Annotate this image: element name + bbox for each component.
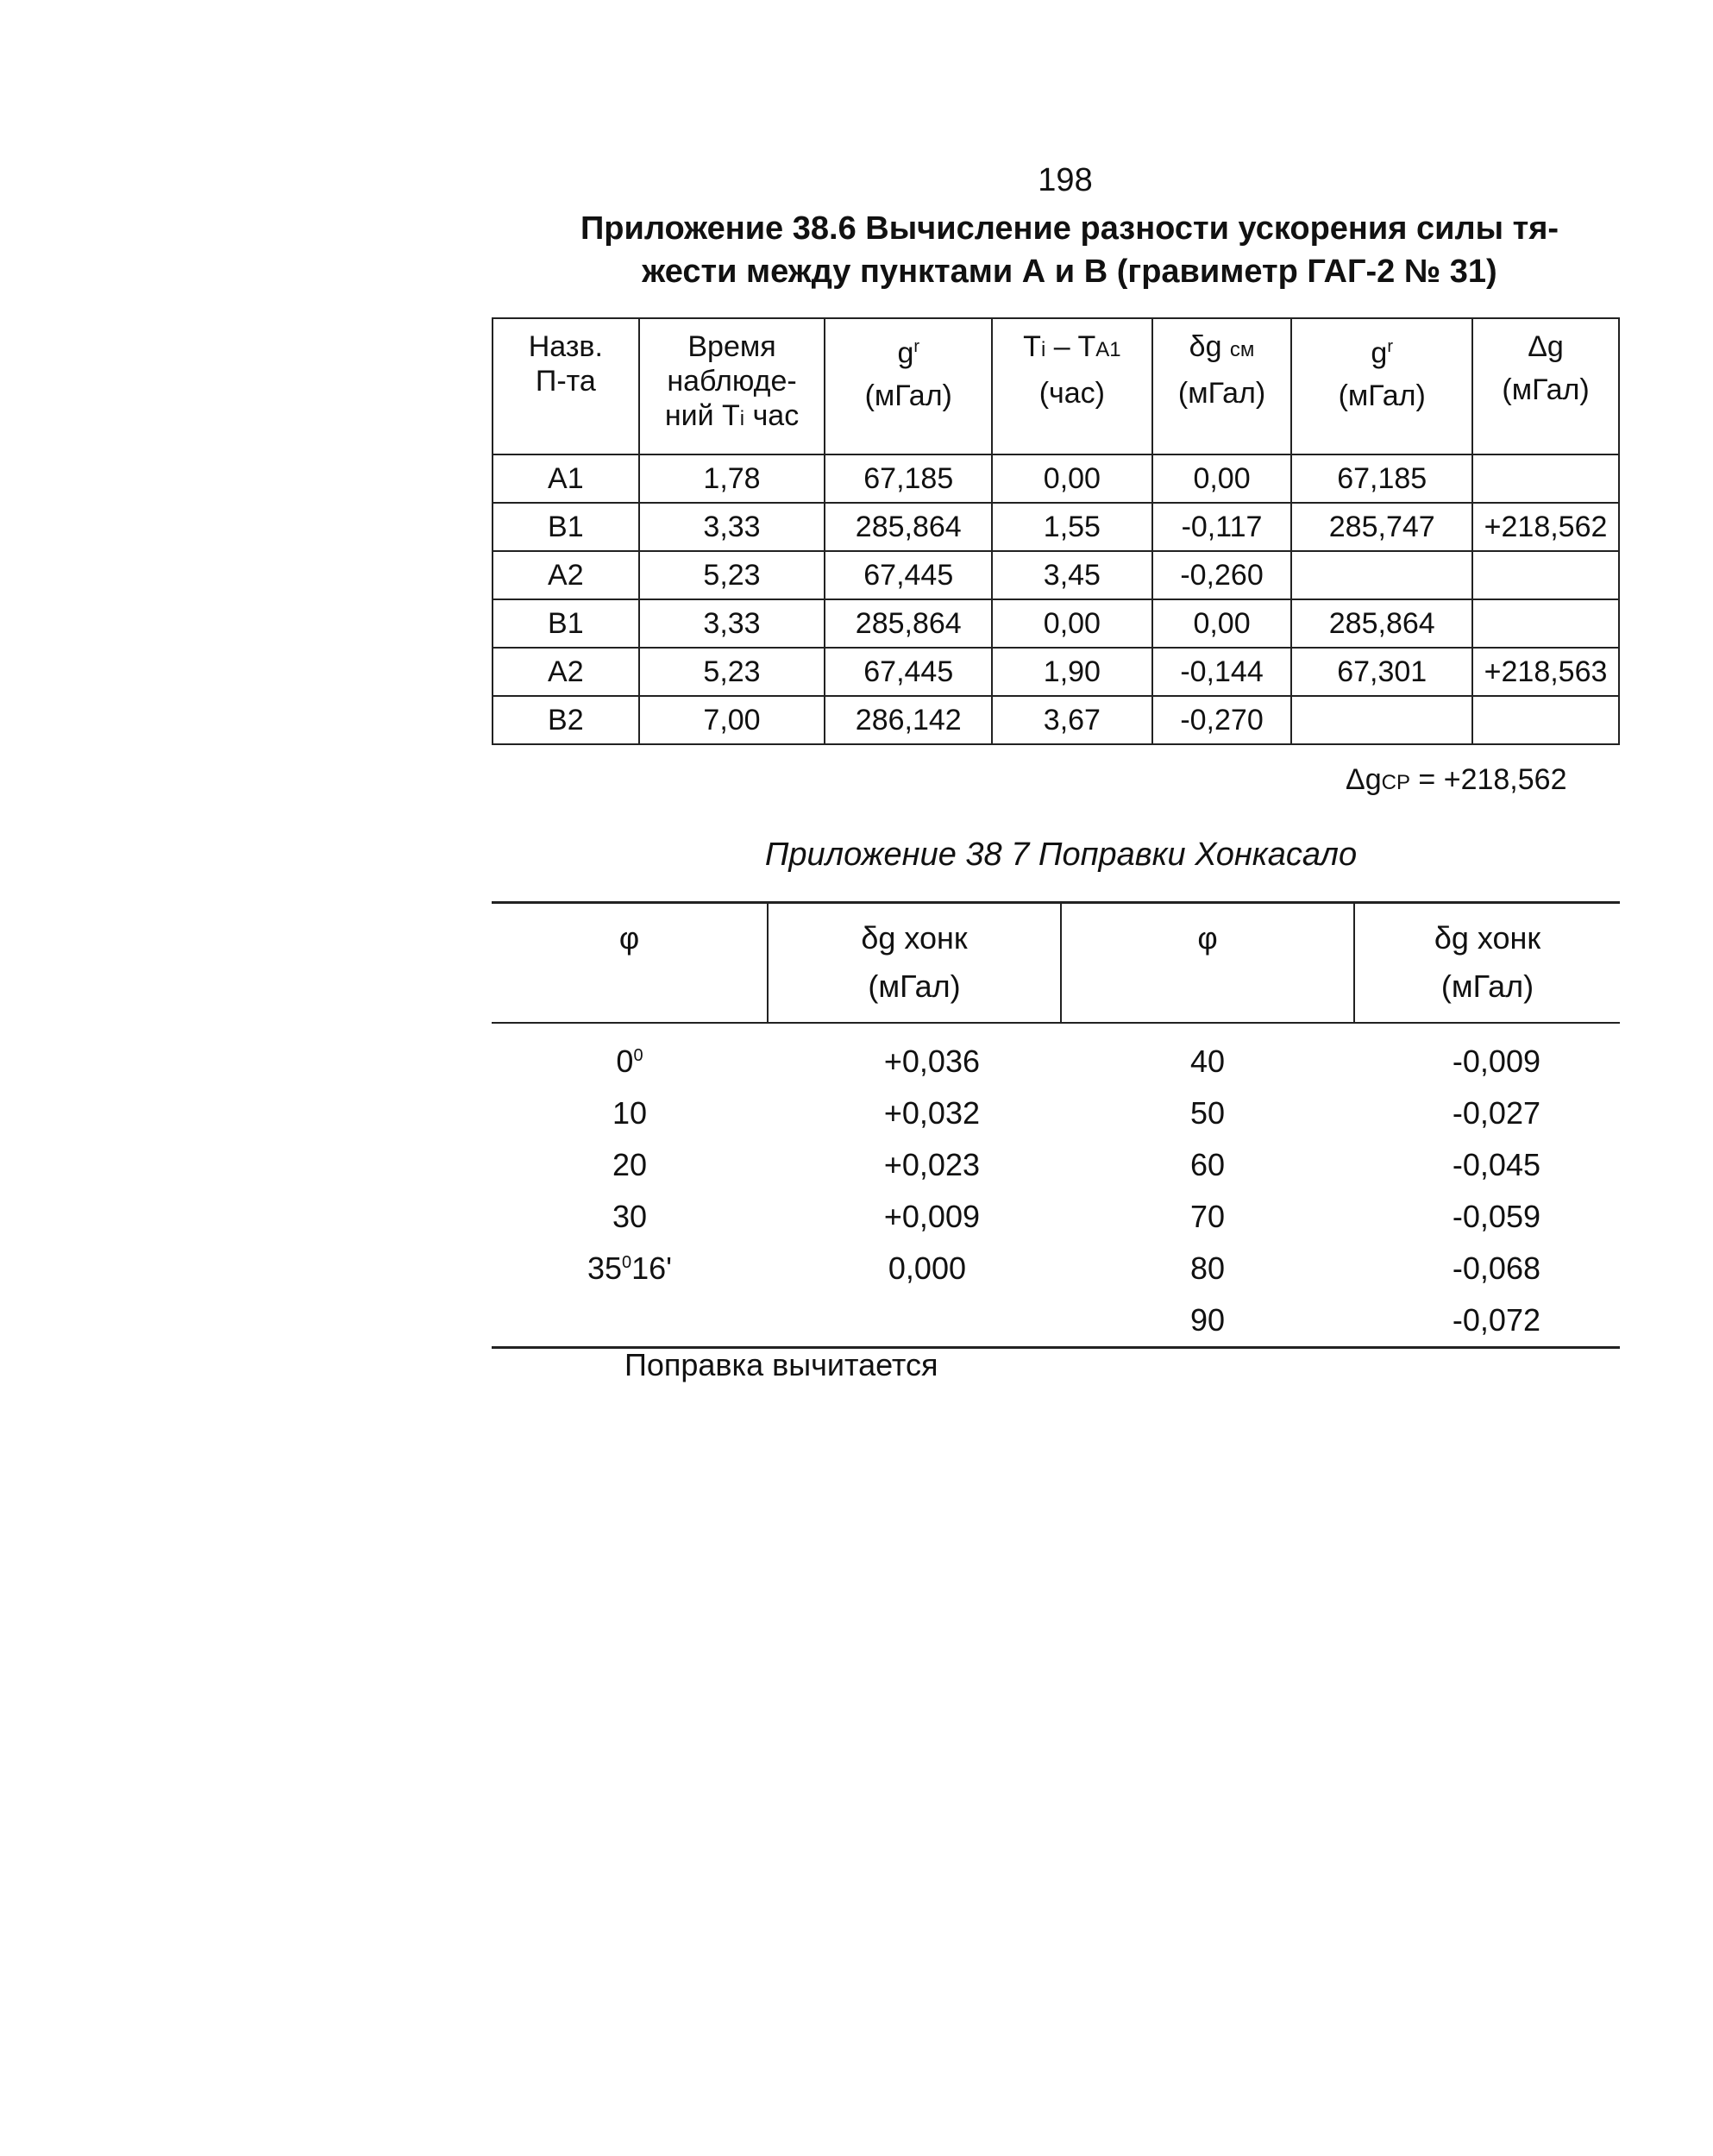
cell-drift: -0,270 (1152, 696, 1292, 744)
cell-latitude: 20 (612, 1147, 648, 1182)
cell-delta-g: +218,562 (1472, 503, 1619, 551)
title-line-1: Приложение 38.6 Вычисление разности ускорения силы тя- (580, 210, 1559, 247)
table-row (493, 454, 1619, 503)
cell-correction: 0,000 (888, 1250, 966, 1286)
header-station-name: Назв. П-та (493, 318, 639, 454)
cell-latitude: 70 (1189, 1199, 1226, 1234)
cell-latitude: 30 (612, 1199, 648, 1234)
cell-time: 7,00 (639, 696, 825, 744)
cell-drift: -0,117 (1152, 503, 1292, 551)
table-row (492, 1087, 1620, 1139)
cell-correction: -0,068 (1452, 1250, 1540, 1286)
cell-delta-g (1472, 551, 1619, 599)
cell-g-corrected: 285,864 (1291, 599, 1472, 648)
cell-correction: +0,032 (883, 1095, 980, 1131)
cell-time-diff: 0,00 (992, 599, 1152, 648)
cell-time-diff: 1,55 (992, 503, 1152, 551)
cell-station: А1 (493, 454, 639, 503)
cell-latitude: $35^016'$ (587, 1250, 673, 1286)
cell-latitude: 10 (612, 1095, 648, 1131)
cell-delta-g: +218,563 (1472, 648, 1619, 696)
title-line-2: жести между пунктами А и В (гравиметр ГАГ-2 № 31) (642, 254, 1497, 290)
cell-delta-g (1472, 454, 1619, 503)
header-time-difference: Ti – TA1 (час) (992, 318, 1152, 454)
header-drift-correction: δg см (мГал) (1152, 318, 1292, 454)
cell-time: 5,23 (639, 648, 825, 696)
cell-correction: -0,009 (1452, 1044, 1540, 1079)
correction-note: Поправка вычитается (624, 1347, 938, 1382)
cell-station: В2 (493, 696, 639, 744)
honkasalo-corrections-table (492, 901, 1620, 1349)
page-number: 198 (1038, 162, 1093, 198)
cell-g-reading: 286,142 (825, 696, 992, 744)
average-delta-g: ΔgСР = +218,562 (1346, 763, 1567, 796)
cell-g-reading: 67,445 (825, 551, 992, 599)
cell-time-diff: 3,67 (992, 696, 1152, 744)
cell-latitude (492, 1294, 768, 1348)
cell-g-reading: 285,864 (825, 503, 992, 551)
cell-time: 3,33 (639, 503, 825, 551)
cell-correction: -0,072 (1452, 1302, 1540, 1338)
cell-latitude: 50 (1189, 1095, 1226, 1131)
cell-g-corrected: 67,301 (1291, 648, 1472, 696)
cell-time-diff: 3,45 (992, 551, 1152, 599)
cell-drift: -0,144 (1152, 648, 1292, 696)
table-row (492, 1294, 1620, 1348)
table-row (493, 648, 1619, 696)
cell-time-diff: 1,90 (992, 648, 1152, 696)
cell-time: 5,23 (639, 551, 825, 599)
table-row (493, 599, 1619, 648)
cell-correction: -0,059 (1452, 1199, 1540, 1234)
page-title (518, 207, 1622, 293)
table-row (492, 1191, 1620, 1243)
cell-delta-g (1472, 599, 1619, 648)
cell-correction: +0,036 (883, 1044, 980, 1079)
cell-delta-g (1472, 696, 1619, 744)
cell-drift: -0,260 (1152, 551, 1292, 599)
table2-caption: Приложение 38 7 Поправки Хонкасало (764, 837, 1358, 873)
cell-g-reading: 285,864 (825, 599, 992, 648)
cell-correction: +0,009 (883, 1199, 980, 1234)
table-row (492, 1243, 1620, 1294)
cell-latitude: 80 (1189, 1250, 1226, 1286)
cell-g-corrected: 285,747 (1291, 503, 1472, 551)
table-row (492, 1139, 1620, 1191)
cell-correction (768, 1294, 1061, 1348)
table2-header-row (492, 903, 1620, 1024)
cell-correction: -0,027 (1452, 1095, 1540, 1131)
table-row (493, 696, 1619, 744)
cell-latitude: 60 (1189, 1147, 1226, 1182)
cell-g-corrected (1291, 696, 1472, 744)
cell-g-reading: 67,185 (825, 454, 992, 503)
header-g-corrected: $g^r$ (мГал) (1291, 318, 1472, 454)
header-delta-g: Δg (мГал) (1472, 318, 1619, 454)
cell-g-corrected: 67,185 (1291, 454, 1472, 503)
cell-g-reading: 67,445 (825, 648, 992, 696)
cell-correction: +0,023 (883, 1147, 980, 1182)
table-row (492, 1023, 1620, 1087)
cell-g-corrected (1291, 551, 1472, 599)
gravity-difference-table (492, 317, 1620, 745)
cell-drift: 0,00 (1152, 454, 1292, 503)
cell-latitude: 40 (1189, 1044, 1226, 1079)
header-honk-correction-2: δg хонк (мГал) (1354, 903, 1620, 1024)
cell-time-diff: 0,00 (992, 454, 1152, 503)
cell-time: 1,78 (639, 454, 825, 503)
cell-latitude: 90 (1189, 1302, 1226, 1338)
header-latitude-1: φ (492, 903, 768, 1024)
table-row (493, 503, 1619, 551)
table-row (493, 551, 1619, 599)
table1-header-row (493, 318, 1619, 454)
header-g-reading: $g^r$ (мГал) (825, 318, 992, 454)
cell-time: 3,33 (639, 599, 825, 648)
cell-latitude: $0^0$ (616, 1044, 643, 1079)
cell-station: В1 (493, 503, 639, 551)
cell-station: В1 (493, 599, 639, 648)
cell-station: А2 (493, 648, 639, 696)
cell-station: А2 (493, 551, 639, 599)
header-honk-correction-1: δg хонк (мГал) (768, 903, 1061, 1024)
header-observation-time: Время наблюде- ний Ti час (639, 318, 825, 454)
cell-correction: -0,045 (1452, 1147, 1540, 1182)
header-latitude-2: φ (1061, 903, 1354, 1024)
cell-drift: 0,00 (1152, 599, 1292, 648)
